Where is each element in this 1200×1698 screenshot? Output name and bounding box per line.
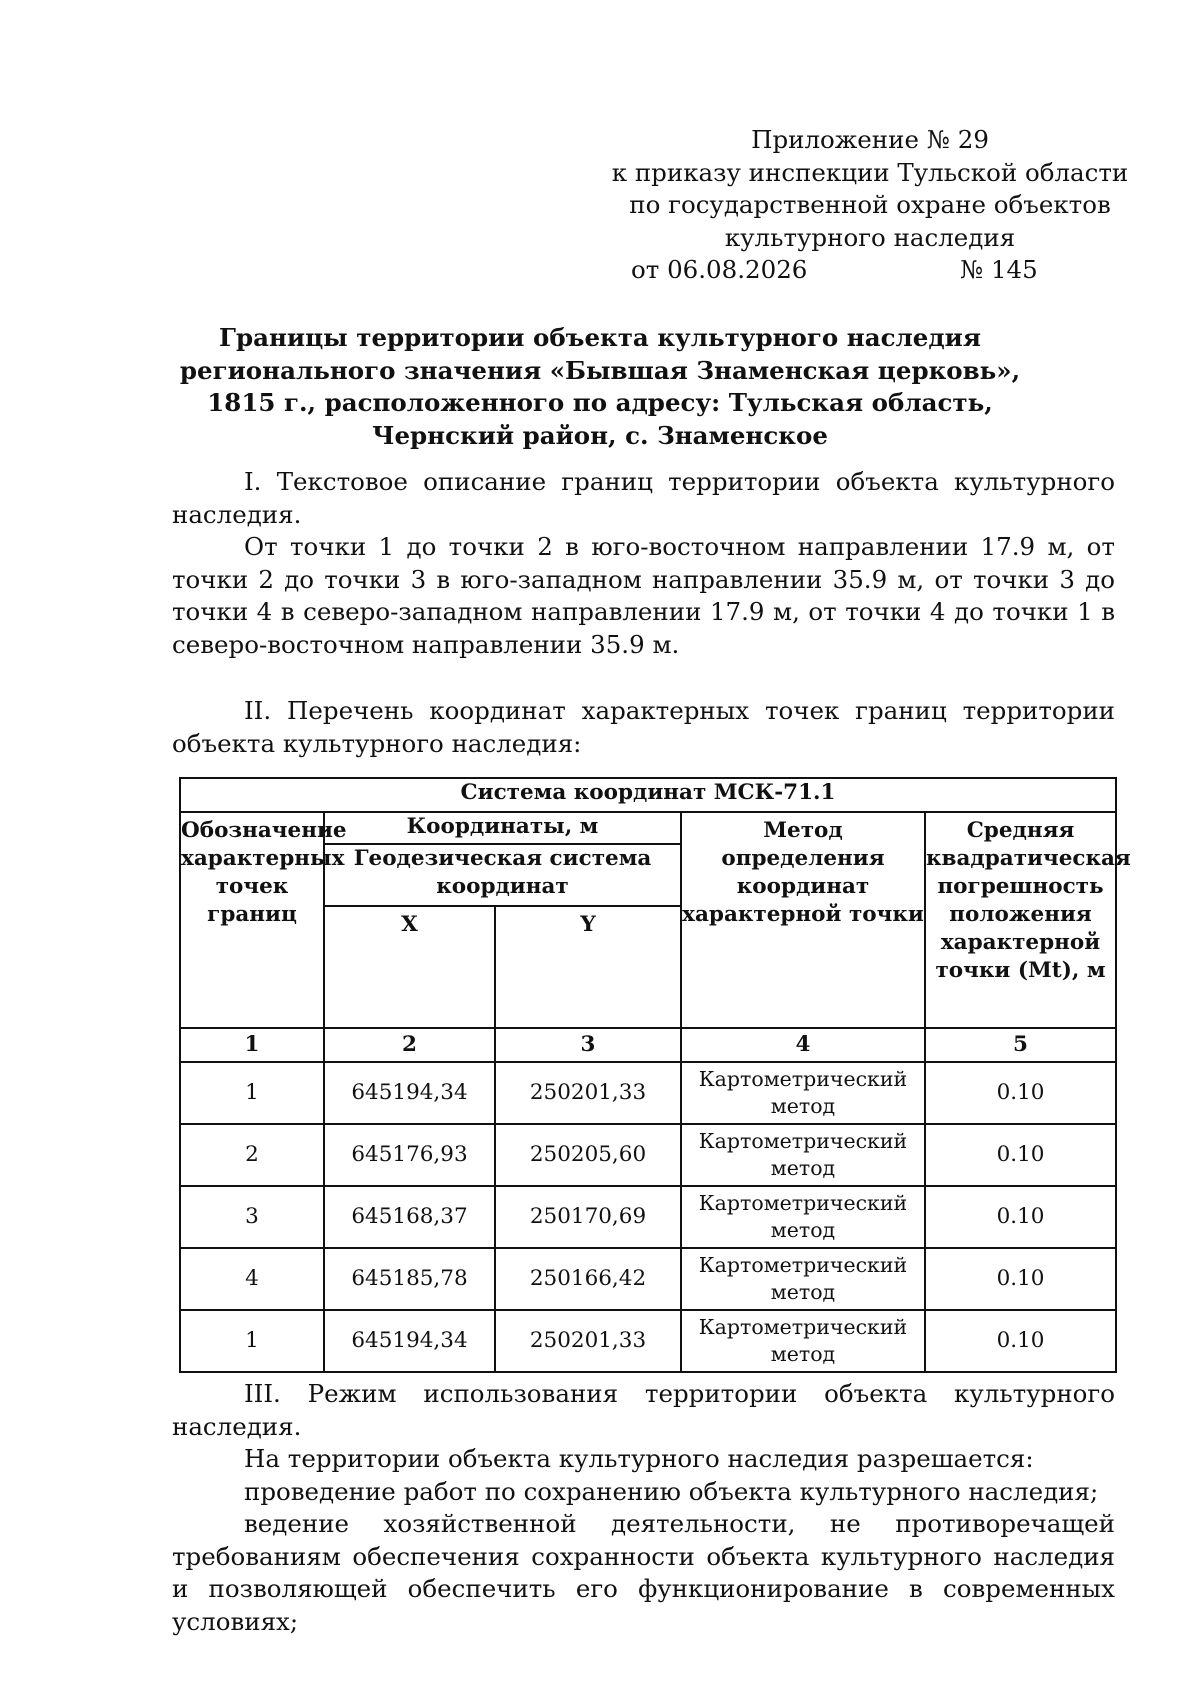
appendix-number: Приложение № 29 (751, 125, 989, 154)
y-header: Y (495, 906, 681, 1028)
order-number: № 145 (960, 255, 1038, 284)
x-value: 645168,37 (324, 1186, 495, 1248)
method-value: Картометрический метод (681, 1186, 925, 1248)
coordinates-table (179, 777, 1131, 1373)
section-3-paragraph: На территории объекта культурного наследия разрешается: (244, 1444, 1034, 1473)
method-value: Картометрический метод (681, 1062, 925, 1124)
y-value: 250201,33 (495, 1062, 681, 1124)
x-value: 645194,34 (324, 1062, 495, 1124)
column-number: 1 (180, 1028, 324, 1062)
section-3-heading: III. Режим использования территории объекта культурного наследия. (172, 1379, 1115, 1441)
point-id: 3 (180, 1186, 324, 1248)
error-value: 0.10 (925, 1062, 1116, 1124)
x-header: X (324, 906, 495, 1028)
appendix-header (600, 124, 1140, 287)
point-id: 1 (180, 1062, 324, 1124)
order-date: от 06.08.2026 (631, 255, 808, 284)
table-row (180, 1186, 1116, 1248)
column-number: 5 (925, 1028, 1116, 1062)
column-number: 4 (681, 1028, 925, 1062)
section-2-heading: II. Перечень координат характерных точек границ территории объекта культурного наследия: (172, 696, 1115, 758)
section-3-paragraph: проведение работ по сохранению объекта культурного наследия; (244, 1476, 1099, 1506)
y-value: 250201,33 (495, 1310, 681, 1372)
y-value: 250166,42 (495, 1248, 681, 1310)
appendix-agency-cont: культурного наследия (724, 222, 1016, 252)
table-row (180, 1248, 1116, 1310)
x-value: 645194,34 (324, 1310, 495, 1372)
section-3-paragraph: ведение хозяйственной деятельности, не противоречащей требованиям обеспечения сохранности объекта культурного наследия и позволяющей обеспечить его функционирование в современных условиях; (172, 1509, 1115, 1636)
table-row (180, 1124, 1116, 1186)
section-1-heading: I. Текстовое описание границ территории объекта культурного наследия. (172, 467, 1115, 529)
point-id: 4 (180, 1248, 324, 1310)
method-value: Картометрический метод (681, 1248, 925, 1310)
point-id: 1 (180, 1310, 324, 1372)
point-id: 2 (180, 1124, 324, 1186)
section-1 (172, 466, 1115, 661)
y-value: 250205,60 (495, 1124, 681, 1186)
error-header: Средняя квадратическая погрешность положения характерной точки (Mt), м (925, 812, 1116, 1028)
section-3 (172, 1378, 1115, 1638)
column-number: 2 (324, 1028, 495, 1062)
geodetic-system-header: Геодезическая система координат (324, 844, 681, 906)
error-value: 0.10 (925, 1248, 1116, 1310)
error-value: 0.10 (925, 1310, 1116, 1372)
table-row (180, 1062, 1116, 1124)
coordinates-header: Координаты, м (324, 812, 681, 844)
order-date-number (600, 254, 1140, 287)
y-value: 250170,69 (495, 1186, 681, 1248)
column-number: 3 (495, 1028, 681, 1062)
point-designation-header: Обозначение характерных точек границ (180, 812, 324, 1028)
method-value: Картометрический метод (681, 1310, 925, 1372)
document-title: Границы территории объекта культурного наследия регионального значения «Бывшая Знаменская церковь», 1815 г., расположенного по адресу: Тульская область, Чернский район, с. Знаменское (179, 323, 1021, 450)
column-number-row (180, 1028, 1116, 1062)
error-value: 0.10 (925, 1124, 1116, 1186)
error-value: 0.10 (925, 1186, 1116, 1248)
method-value: Картометрический метод (681, 1124, 925, 1186)
coordinate-system-header: Система координат МСК-71.1 (180, 778, 1116, 812)
table-row (180, 1310, 1116, 1372)
section-2 (172, 695, 1115, 760)
x-value: 645185,78 (324, 1248, 495, 1310)
appendix-agency: по государственной охране объектов (629, 190, 1111, 219)
method-header: Метод определения координат характерной точки (681, 812, 925, 1028)
appendix-order-ref: к приказу инспекции Тульской области (611, 157, 1129, 187)
section-1-body: От точки 1 до точки 2 в юго-восточном направлении 17.9 м, от точки 2 до точки 3 в юго-западном направлении 35.9 м, от точки 3 до точки 4 в северо-западном направлении 17.9 м, от точки 4 до точки 1 в северо-восточном направлении 35.9 м. (172, 532, 1115, 659)
x-value: 645176,93 (324, 1124, 495, 1186)
